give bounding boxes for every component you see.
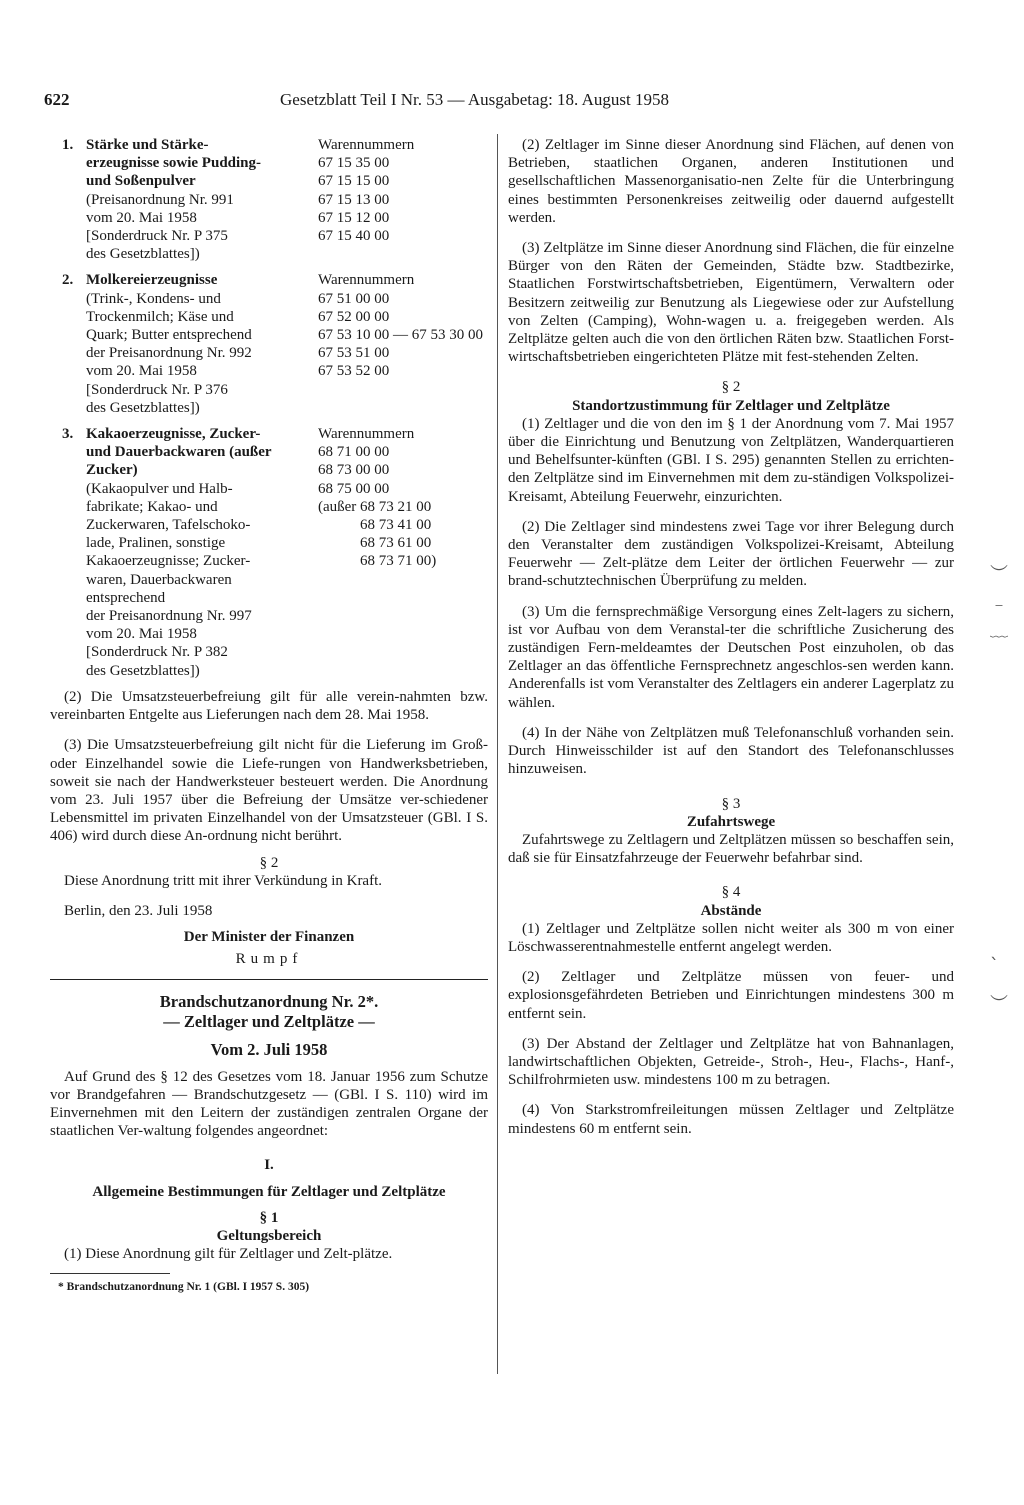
ware-number: 67 53 51 00 xyxy=(318,345,390,362)
section-2-heading: § 2 xyxy=(259,854,279,871)
section-1-heading: § 1 xyxy=(259,1209,279,1226)
section-3-title: Zufahrtswege xyxy=(686,813,776,830)
paragraph-2: (2) Die Umsatzsteuerbefreiung gilt für alle verein-nahmten bzw. vereinbarten Entgelte aus Lieferungen nach dem 28. Mai 1958. xyxy=(50,688,488,724)
ware-number: 68 73 41 00 xyxy=(360,517,432,534)
place-date: Berlin, den 23. Juli 1958 xyxy=(64,902,213,919)
item-number: 1. xyxy=(62,137,74,153)
section-2-title: Standortzustimmung für Zeltlager und Zeltplätze xyxy=(572,397,890,414)
s2-paragraph-2: (2) Die Zeltlager sind mindestens zwei Tage vor ihrer Belegung durch den Veranstalter dem zuständigen Volkspolizei-Kreisamt, Abteilung Feuerwehr — Zelt-plätze dem Leiter der örtlichen Feuerwehr — zur brand-schutztechnischen Überprüfung zu melden. xyxy=(508,518,954,590)
item-title-line: Zucker) xyxy=(86,462,138,479)
ware-header: Warennummern xyxy=(318,426,415,443)
item-description xyxy=(86,271,318,417)
item-ware-numbers xyxy=(318,271,493,380)
footnote-rule xyxy=(50,1273,170,1274)
ware-number: 67 15 40 00 xyxy=(318,228,390,245)
preamble: Auf Grund des § 12 des Gesetzes vom 18. Januar 1956 zum Schutze vor Brandgefahren — Brandschutzgesetz — (GBl. I S. 110) wird im Einvernehmen mit den Leitern der zuständigen zentralen Organe der staatlichen Ver-waltung folgendes angeordnet: xyxy=(50,1068,488,1140)
section-1-title: Geltungsbereich xyxy=(216,1227,322,1244)
item-body-line: des Gesetzblattes]) xyxy=(86,662,200,679)
section-separator xyxy=(50,979,488,980)
item-title-line: Kakaoerzeugnisse, Zucker- xyxy=(86,426,261,443)
item-body-line: (Trink-, Kondens- und xyxy=(86,290,221,307)
s3-paragraph: Zufahrtswege zu Zeltlagern und Zeltplätzen müssen so beschaffen sein, daß sie für Einsatzfahrzeuge der Feuerwehr befahrbar sind. xyxy=(508,831,954,867)
section-4-title: Abstände xyxy=(700,902,762,919)
item-body-line: waren, Dauerbackwaren xyxy=(86,571,232,588)
margin-mark: ˎ xyxy=(990,940,999,961)
item-body-line: [Sonderdruck Nr. P 382 xyxy=(86,644,228,661)
ware-number: 68 75 00 00 xyxy=(318,480,390,497)
item-description xyxy=(86,136,318,263)
part-numeral: I. xyxy=(264,1157,274,1174)
ware-number: 67 15 15 00 xyxy=(318,173,390,190)
item-body-line: entsprechend xyxy=(86,589,166,606)
item-title-line: und Soßenpulver xyxy=(86,173,196,190)
item-number: 3. xyxy=(62,426,74,443)
s4-paragraph-3: (3) Der Abstand der Zeltlager und Zeltplätze hat von Bahnanlagen, landwirtschaftlichen Objekten, Getreide-, Stroh-, Heu-, Flachs-, Hanf-, Schilfrohrmieten usw. mindestens 100 m zu betragen. xyxy=(508,1035,954,1089)
s2-paragraph-1: (1) Zeltlager und die von den im § 1 der Anordnung vom 7. Mai 1957 über die Einrichtung und Benutzung von Zeltplätzen, Wanderquartieren und Behelfsunter-künften (GBl. I S. 295) genannten Stellen zu errichten-den Zeltplätze sind im Einvernehmen mit dem zu-ständigen Volkspolizei-Kreisamt, Abteilung Feuerwehr, einzurichten. xyxy=(508,415,954,505)
section-4-heading: § 4 xyxy=(721,884,741,901)
ware-number: 68 71 00 00 xyxy=(318,444,390,461)
ware-number: 67 53 10 00 — 67 53 30 00 xyxy=(318,327,483,344)
page-number: 622 xyxy=(44,90,70,109)
running-head: Gesetzblatt Teil I Nr. 53 — Ausgabetag: 18. August 1958 xyxy=(280,90,669,109)
item-title-line: Stärke und Stärke- xyxy=(86,137,209,153)
s1-paragraph-3: (3) Zeltplätze im Sinne dieser Anordnung sind Flächen, die für einzelne Bürger von den Räten der Gemeinden, Städte bzw. Stadtbezirke, Staatlichen Forstwirtschaftsbetrieben, Eigentümern, Verwaltern oder Besitzern zeitweilig zur Benutzung als Liegewiese oder zur Aufstellung von Zelten (Camping), Wohn-wagen u. a. freigegeben werden. Als Zeltplätze gelten auch die von den örtlichen Räten bzw. Staatlichen Forst-wirtschaftsbetrieben eingerichteten Plätze mit fest-stehenden Zelten. xyxy=(508,240,954,366)
s4-paragraph-1: (1) Zeltlager und Zeltplätze sollen nicht weiter als 300 m von einer Löschwasserentnahmestelle entfernt angelegt werden. xyxy=(508,920,954,955)
item-body-line: der Preisanordnung Nr. 992 xyxy=(86,345,252,362)
item-body-line: (Preisanordnung Nr. 991 xyxy=(86,191,234,208)
section-3-heading: § 3 xyxy=(721,795,741,812)
item-body-line: [Sonderdruck Nr. P 375 xyxy=(86,228,228,245)
signature: Rumpf xyxy=(235,951,303,968)
section-2-heading-right: § 2 xyxy=(721,379,741,396)
s2-paragraph-3: (3) Um die fernsprechmäßige Versorgung eines Zelt-lagers zu sichern, ist vor Aufbau von dem Veranstal-ter die schriftliche Zusicherung des zuständigen Fern-meldeamtes der Deutschen Post einzuholen, ob das Zeltlager an das öffentliche Fernsprechnetz angeschlos-sen werden kann. Anderenfalls ist vom Veranstalter des Zeltlagers ein anderer Lagerplatz zu wählen. xyxy=(508,603,954,711)
item-body-line: des Gesetzblattes]) xyxy=(86,399,200,416)
ordinance-title: Brandschutzanordnung Nr. 2*. xyxy=(159,991,379,1011)
part-title: Allgemeine Bestimmungen für Zeltlager und Zeltplätze xyxy=(92,1183,446,1200)
item-body-line: Zuckerwaren, Tafelschoko- xyxy=(86,517,251,534)
paragraph-3: (3) Die Umsatzsteuerbefreiung gilt nicht für die Lieferung im Groß- oder Einzelhandel sowie die Liefe-rungen von Handwerksbetrieben, soweit sie nach der Handwerksteuer besteuert werden. Die Anordnung vom 23. Juli 1957 über die Befreiung der Umsätze ver-schiedener Lebensmittel im privaten Einzelhandel von der Umsatzsteuer (GBl. I S. 406) wird durch diese An-ordnung nicht berührt. xyxy=(50,737,488,845)
ware-number: 68 73 00 00 xyxy=(318,462,390,479)
item-body-line: vom 20. Mai 1958 xyxy=(86,626,197,643)
item-ware-numbers xyxy=(318,425,493,571)
product-list xyxy=(50,136,488,680)
ordinance-subtitle: — Zeltlager und Zeltplätze — xyxy=(163,1011,375,1031)
section-2-text: Diese Anordnung tritt mit ihrer Verkündung in Kraft. xyxy=(64,872,383,889)
margin-mark: ︶ xyxy=(990,994,1008,1015)
item-body-line: der Preisanordnung Nr. 997 xyxy=(86,608,252,625)
ware-number: 67 51 00 00 xyxy=(318,290,390,307)
ware-header: Warennummern xyxy=(318,272,415,289)
ware-number: 68 73 71 00) xyxy=(360,553,437,570)
minister-title: Der Minister der Finanzen xyxy=(183,929,355,946)
left-column xyxy=(50,136,488,1297)
item-body-line: des Gesetzblattes]) xyxy=(86,246,200,263)
item-body-line: fabrikate; Kakao- und xyxy=(86,498,218,515)
s1-paragraph-2: (2) Zeltlager im Sinne dieser Anordnung sind Flächen, auf denen von Betrieben, staatlichen Organen, anderen Institutionen und gesellschaftlichen Massenorganisatio-nen Zelte für die Unterbringung eines bestimmten Personenkreises zeitweilig oder dauernd aufgestellt werden. xyxy=(508,137,954,226)
column-divider xyxy=(497,134,498,1374)
ware-number: 68 73 61 00 xyxy=(360,535,432,552)
item-body-line: Kakaoerzeugnisse; Zucker- xyxy=(86,553,251,570)
item-title-line: und Dauerbackwaren (außer xyxy=(86,444,272,461)
section-1-paragraph-1: (1) Diese Anordnung gilt für Zeltlager und Zelt-plätze. xyxy=(64,1246,393,1263)
s2-paragraph-4: (4) In der Nähe von Zeltplätzen muß Telefonanschluß vorhanden sein. Durch Hinweisschilder ist auf den Standort des Telefonanschlusses hinzuweisen. xyxy=(508,724,954,778)
ordinance-date: Vom 2. Juli 1958 xyxy=(210,1039,328,1059)
ware-number: 67 53 52 00 xyxy=(318,363,390,380)
product-list-item xyxy=(50,425,488,680)
ware-number: 67 15 12 00 xyxy=(318,209,390,226)
item-body-line: vom 20. Mai 1958 xyxy=(86,209,197,226)
item-number: 2. xyxy=(62,272,74,289)
s4-paragraph-2: (2) Zeltlager und Zeltplätze müssen von feuer- und explosionsgefährdeten Betrieben und Einrichtungen mindestens 300 m entfernt sein. xyxy=(508,969,954,1022)
item-ware-numbers xyxy=(318,136,493,245)
margin-mark: ﹏ xyxy=(990,620,1008,641)
s4-paragraph-4: (4) Von Starkstromfreileitungen müssen Zeltlager und Zeltplätze mindestens 60 m entfernt sein. xyxy=(508,1102,954,1137)
ware-number: (außer 68 73 21 00 xyxy=(318,498,432,515)
margin-mark: ﹣ xyxy=(990,594,1008,615)
item-body-line: lade, Pralinen, sonstige xyxy=(86,535,226,552)
item-body-line: Trockenmilch; Käse und xyxy=(86,308,234,325)
item-body-line: Quark; Butter entsprechend xyxy=(86,327,252,344)
ware-number: 67 15 13 00 xyxy=(318,191,390,208)
right-column xyxy=(508,136,954,1138)
ware-header: Warennummern xyxy=(318,137,415,153)
page-header xyxy=(44,90,764,114)
item-title-line: Molkereierzeugnisse xyxy=(86,272,218,289)
product-list-item xyxy=(50,136,488,263)
item-description xyxy=(86,425,318,680)
ware-number: 67 52 00 00 xyxy=(318,308,390,325)
item-title-line: erzeugnisse sowie Pudding- xyxy=(86,155,262,172)
ware-number: 67 15 35 00 xyxy=(318,155,390,172)
item-body-line: (Kakaopulver und Halb- xyxy=(86,480,233,497)
item-body-line: vom 20. Mai 1958 xyxy=(86,363,197,380)
item-body-line: [Sonderdruck Nr. P 376 xyxy=(86,381,228,398)
product-list-item xyxy=(50,271,488,417)
footnote: * Brandschutzanordnung Nr. 1 (GBl. I 1957 S. 305) xyxy=(58,1281,310,1294)
margin-mark: ︶ xyxy=(990,564,1008,585)
